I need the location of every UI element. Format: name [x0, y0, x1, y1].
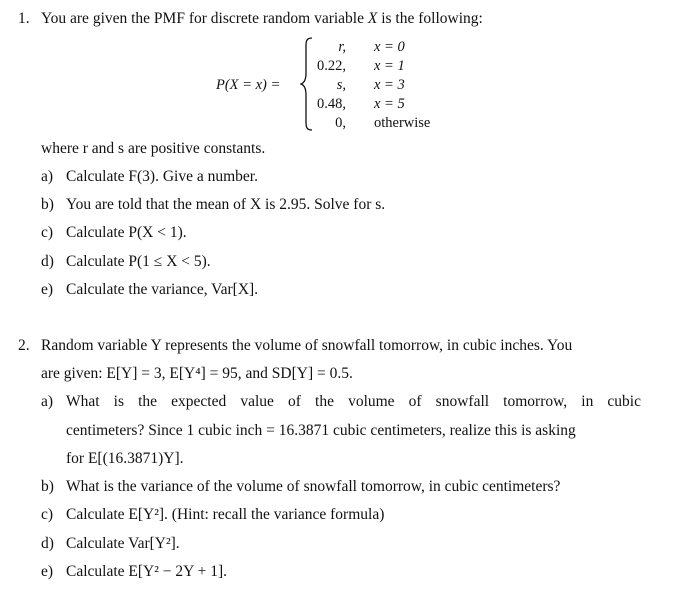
q1-part-d: Calculate P(1 ≤ X < 5).: [66, 253, 211, 270]
q2-part-b: What is the variance of the volume of snowfall tomorrow, in cubic centimeters?: [66, 478, 561, 495]
pmf-row-0-cond: x = 0: [374, 39, 405, 55]
q2-part-d: Calculate Var[Y²].: [66, 535, 180, 552]
q2-part-a-label: a): [41, 393, 54, 410]
pmf-row-4-value: 0,: [335, 115, 346, 131]
q1-part-b-label: b): [41, 196, 54, 213]
q1-part-e: Calculate the variance, Var[X].: [66, 281, 259, 298]
pmf-row-2-value: s,: [336, 77, 346, 93]
pmf-row-2-cond: x = 3: [374, 77, 405, 93]
pmf-row-3-cond: x = 5: [374, 96, 405, 112]
q2-part-a-line3: for E[(16.3871)Y].: [66, 450, 184, 467]
q2-line2: are given: E[Y] = 3, E[Y⁴] = 95, and SD[Y] = 0.5.: [41, 365, 353, 382]
q2-part-d-label: d): [41, 535, 54, 552]
pmf-row-0-value: r,: [338, 39, 346, 55]
q1-part-a: Calculate F(3). Give a number.: [66, 168, 258, 185]
q1-number: 1.: [18, 10, 30, 27]
q1-part-a-label: a): [41, 168, 54, 185]
q2-part-a-line2: centimeters? Since 1 cubic inch = 16.3871 cubic centimeters, realize this is asking: [66, 422, 576, 439]
q2-part-e: Calculate E[Y² − 2Y + 1].: [66, 563, 228, 580]
q2-part-e-label: e): [41, 563, 54, 580]
q2-number: 2.: [18, 337, 30, 354]
pmf-row-1-value: 0.22,: [317, 58, 346, 74]
q2-part-c: Calculate E[Y²]. (Hint: recall the variance formula): [66, 506, 385, 523]
q1-where: where r and s are positive constants.: [41, 140, 266, 157]
pmf-row-3-value: 0.48,: [317, 96, 346, 112]
pmf-row-4-cond: otherwise: [374, 115, 431, 131]
q1-part-c-label: c): [41, 224, 54, 241]
q2-part-a-line1: What is the expected value of the volume of snowfall tomorrow, in cubic: [66, 393, 641, 410]
q1-text: You are given the PMF for discrete random variable X is the following:: [41, 10, 483, 27]
q1-part-b: You are told that the mean of X is 2.95. Solve for s.: [66, 196, 386, 213]
q1-part-c: Calculate P(X < 1).: [66, 224, 187, 241]
pmf-lhs: P(X = x) =: [216, 77, 281, 93]
q1-part-e-label: e): [41, 281, 54, 298]
pmf-row-1-cond: x = 1: [374, 58, 405, 74]
q2-part-c-label: c): [41, 506, 54, 523]
q1-part-d-label: d): [41, 253, 54, 270]
q2-part-b-label: b): [41, 478, 54, 495]
q2-line1: Random variable Y represents the volume of snowfall tomorrow, in cubic inches. You: [41, 337, 573, 354]
